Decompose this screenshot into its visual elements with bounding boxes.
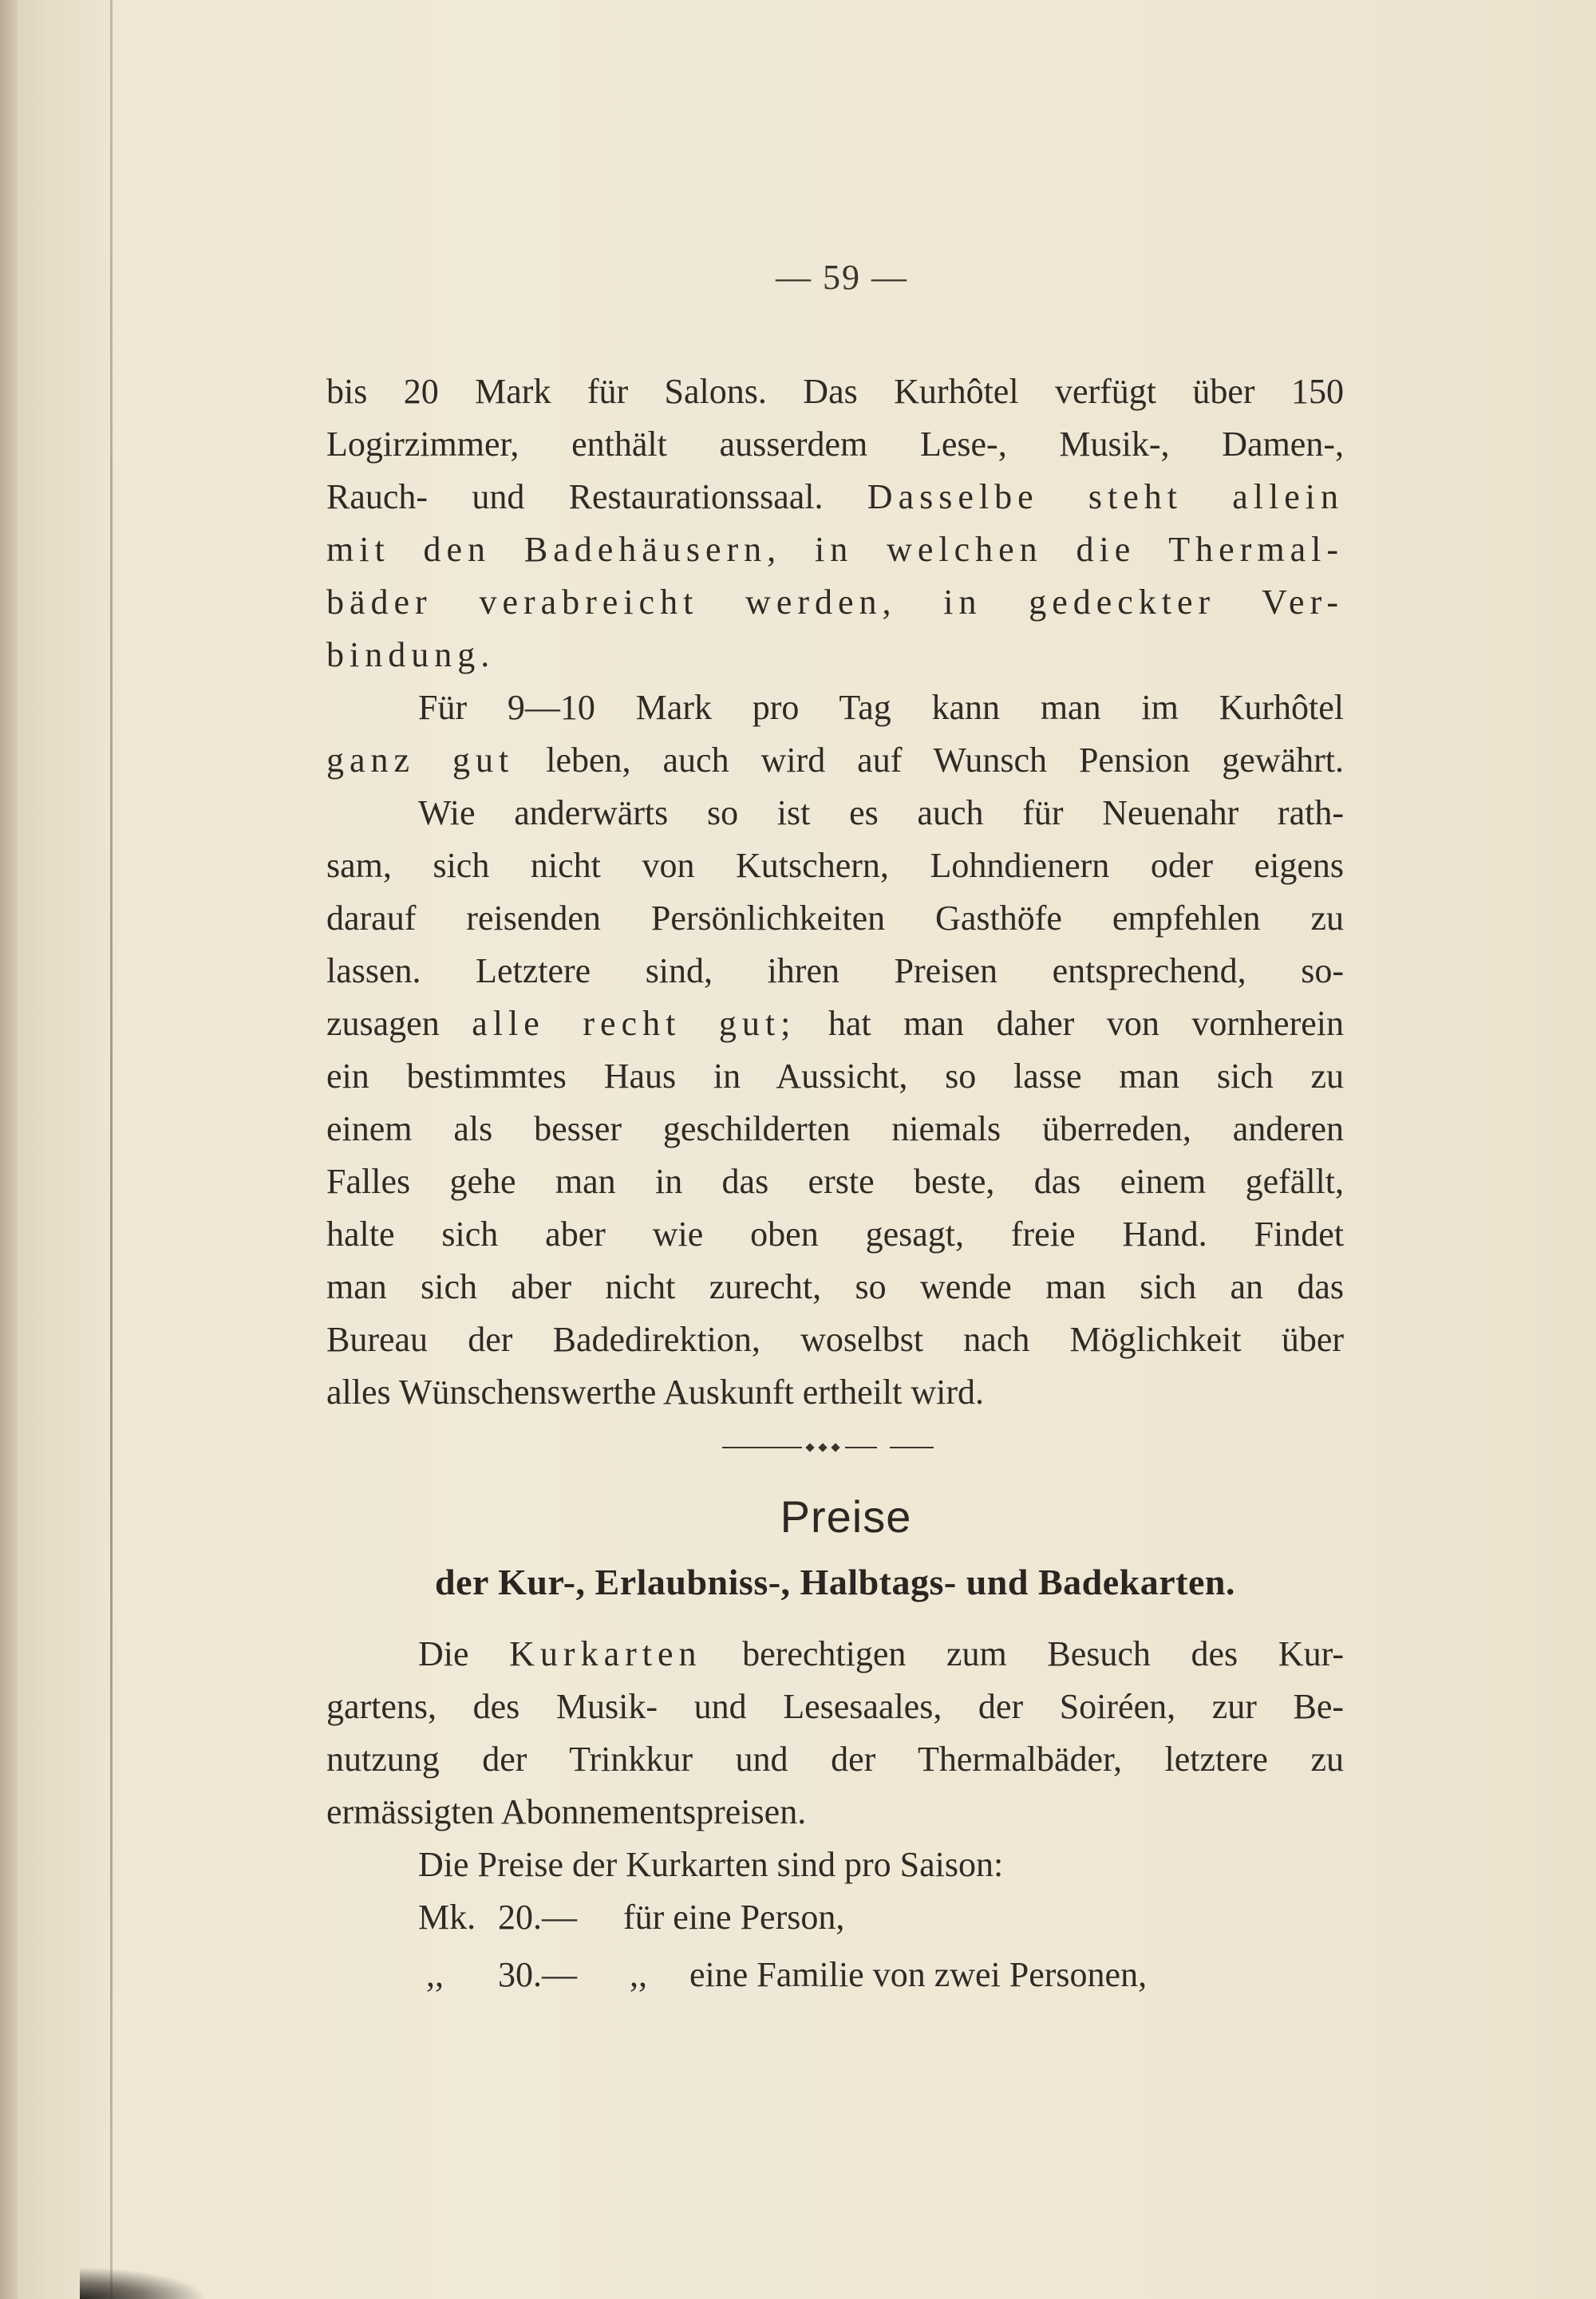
text-line: alles Wünschenswerthe Auskunft ertheilt wird. [326,1373,984,1412]
text-line [326,734,1344,787]
text-line: darauf reisenden Persönlichkeiten Gasthöfe empfehlen zu [326,899,1344,938]
text-line: ermässigten Abonnementspreisen. [326,1792,807,1831]
price-description: für eine Person, [623,1898,845,1937]
text-line: Für 9—10 Mark pro Tag kann man im Kurhôtel [418,688,1344,727]
paragraph-3 [326,787,1344,1419]
text-line: ein bestimmtes Haus in Aussicht, so lasse man sich zu [326,1057,1344,1096]
text-segment: Die [418,1634,510,1673]
text-segment: leben, auch wird auf Wunsch Pension gewährt. [514,741,1344,780]
text-line: nutzung der Trinkkur und der Thermalbäder, letztere zu [326,1740,1344,1779]
page-number: — 59 — [776,258,908,297]
text-line: bäder verabreicht werden, in gedeckter Ver- [326,583,1344,622]
divider-diamond [831,1443,839,1452]
page-corner-shadow [80,2267,207,2299]
spaced-text: Kurkarten [509,1634,702,1673]
text-line: einem als besser geschilderten niemals überreden, anderen [326,1109,1344,1148]
paragraph-2 [326,681,1344,787]
price-row [326,1891,1344,1944]
price-prefix: Mk. [418,1898,476,1937]
divider-rule-left [722,1447,802,1448]
divider-diamond [805,1443,814,1452]
paragraph-5 [326,1839,1344,1891]
divider-rule-mid [845,1447,877,1448]
divider-rule-right [890,1447,934,1448]
paragraph-4 [326,1628,1344,1839]
divider-diamond [818,1443,827,1452]
text-line: halte sich aber wie oben gesagt, freie Hand. Findet [326,1215,1344,1254]
section-subtitle: der Kur-, Erlaubniss-, Halbtags- und Badekarten. [435,1562,1235,1602]
text-line: lassen. Letztere sind, ihren Preisen entsprechend, so- [326,951,1344,990]
spaced-text: ganz gut [326,741,515,780]
text-line [326,1628,1344,1681]
text-line: Wie anderwärts so ist es auch für Neuenahr rath- [418,793,1344,832]
price-description: eine Familie von zwei Personen, [689,1955,1148,1994]
text-line: man sich aber nicht zurecht, so wende man sich an das [326,1267,1344,1306]
text-segment: Rauch- und Restaurationssaal. [326,477,824,516]
text-segment: zusagen [326,1004,472,1043]
price-prefix: ,, [426,1955,444,1994]
paragraph-1 [326,365,1344,681]
text-line [326,997,1344,1050]
price-ditto: ,, [630,1955,647,1994]
text-line: Logirzimmer, enthält ausserdem Lese-, Musik-, Damen-, [326,425,1344,464]
text-line: mit den Badehäusern, in welchen die Thermal- [326,530,1344,569]
price-amount: 20.— [498,1898,577,1937]
text-line: sam, sich nicht von Kutschern, Lohndienern oder eigens [326,846,1344,885]
gutter-line [110,0,113,2299]
book-spine [0,0,18,2299]
price-row [326,1949,1344,2001]
text-segment: hat man daher von vornherein [796,1004,1344,1043]
spaced-text: alle recht gut; [472,1004,796,1043]
ornamental-divider [722,1443,934,1452]
text-line: gartens, des Musik- und Lesesaales, der Soiréen, zur Be- [326,1687,1344,1726]
text-line: Bureau der Badedirektion, woselbst nach Möglichkeit über [326,1320,1344,1359]
text-line: Falles gehe man in das erste beste, das einem gefällt, [326,1162,1344,1201]
text-line: bindung. [326,635,496,674]
text-line [326,471,1344,523]
spaced-text: Dasselbe steht allein [867,477,1345,516]
text-line: Die Preise der Kurkarten sind pro Saison: [418,1845,1004,1884]
text-segment: berechtigen zum Besuch des Kur- [701,1634,1344,1673]
text-line: bis 20 Mark für Salons. Das Kurhôtel verfügt über 150 [326,372,1344,411]
section-title: Preise [780,1491,912,1542]
price-amount: 30.— [498,1955,577,1994]
